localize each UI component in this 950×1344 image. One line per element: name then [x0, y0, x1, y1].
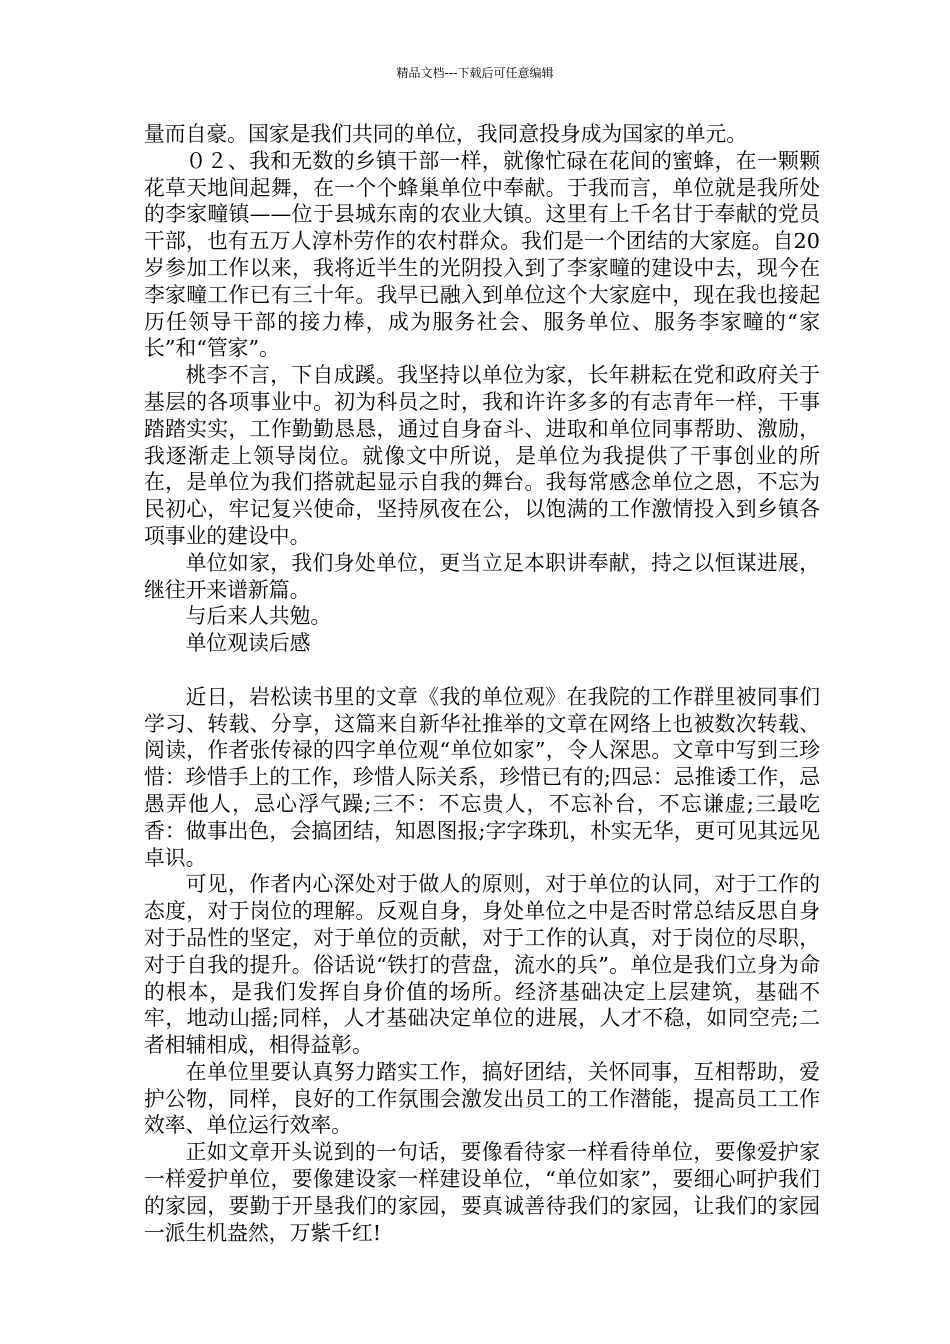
paragraph-zhengru: 正如文章开头说到的一句话，要像看待家一样看待单位，要像爱护家一样爱护单位，要像建设家一样建设单位，“单位如家”，要细心呵护我们的家园，要勤于开垦我们的家园，要真诚善待我们的家园，让我们的家园一派生机盎然，万紫千红!: [144, 1140, 820, 1245]
section-title: 单位观读后感: [185, 631, 311, 656]
paragraph-taoli: 桃李不言，下自成蹊。我坚持以单位为家，长年耕耘在党和政府关于基层的各项事业中。初为科员之时，我和许许多多的有志青年一样，干事踏踏实实，工作勤勤恳恳，通过自身奋斗、进取和单位同事帮助、激励，我逐渐走上领导岗位。就像文中所说，是单位为我提供了干事创业的所在，是单位为我们搭就起显示自我的舞台。我每常感念单位之恩，不忘为民初心，牢记复兴使命，坚持夙夜在公，以饱满的工作激情投入到乡镇各项事业的建设中。: [144, 363, 820, 548]
paragraph-continuation: 量而自豪。国家是我们共同的单位，我同意投身成为国家的单元。: [144, 122, 748, 146]
paragraph-gongmian: 与后来人共勉。: [185, 604, 332, 629]
paragraph-kejian: 可见，作者内心深处对于做人的原则，对于单位的认同，对于工作的态度，对于岗位的理解。反观自身，身处单位之中是否时常总结反思自身对于品性的坚定，对于单位的贡献，对于工作的认真，对于岗位的尽职，对于自我的提升。俗话说“铁打的营盘，流水的兵”。单位是我们立身为命的根本，是我们发挥自身价值的场所。经济基础决定上层建筑，基础不牢，地动山摇;同样，人才基础决定单位的进展，人才不稳，如同空壳;二者相辅相成，相得益彰。: [144, 872, 820, 1058]
paragraph-jinri: 近日，岩松读书里的文章《我的单位观》在我院的工作群里被同事们学习、转载、分享，这篇来自新华社推举的文章在网络上也被数次转载、阅读，作者张传禄的四字单位观“单位如家”，令人深思。文章中写到三珍惜：珍惜手上的工作，珍惜人际关系，珍惜已有的;四忌：忌推诿工作，忌愚弄他人，忌心浮气躁;三不：不忘贵人，不忘补台，不忘谦虚;三最吃香：做事出色，会搞团结，知恩图报;字字珠玑，朴实无华，更可见其远见卓识。: [144, 684, 820, 870]
document-body: [144, 121, 820, 1246]
paragraph-zai-danwei: 在单位里要认真努力踏实工作，搞好团结，关怀同事，互相帮助，爱护公物，同样，良好的工作氛围会激发出员工的工作潜能，提高员工工作效率、单位运行效率。: [144, 1059, 820, 1138]
paragraph-danwei-rujia: 单位如家，我们身处单位，更当立足本职讲奉献，持之以恒谋进展，继往开来谱新篇。: [144, 550, 820, 602]
paragraph-02: ０２、我和无数的乡镇干部一样，就像忙碌在花间的蜜蜂，在一颗颗花草天地间起舞，在一个个蜂巢单位中奉献。于我而言，单位就是我所处的李家疃镇——位于县城东南的农业大镇。这里有上千名甘于奉献的党员干部，也有五万人淳朴劳作的农村群众。我们是一个团结的大家庭。自20岁参加工作以来，我将近半生的光阴投入到了李家疃的建设中去，现今在李家疃工作已有三十年。我早已融入到单位这个大家庭中，现在我也接起历任领导干部的接力棒，成为服务社会、服务单位、服务李家疃的“家长”和“管家”。: [144, 148, 820, 361]
page-header: 精品文档---下载后可任意编辑: [396, 66, 554, 80]
blank-line: [144, 657, 820, 684]
